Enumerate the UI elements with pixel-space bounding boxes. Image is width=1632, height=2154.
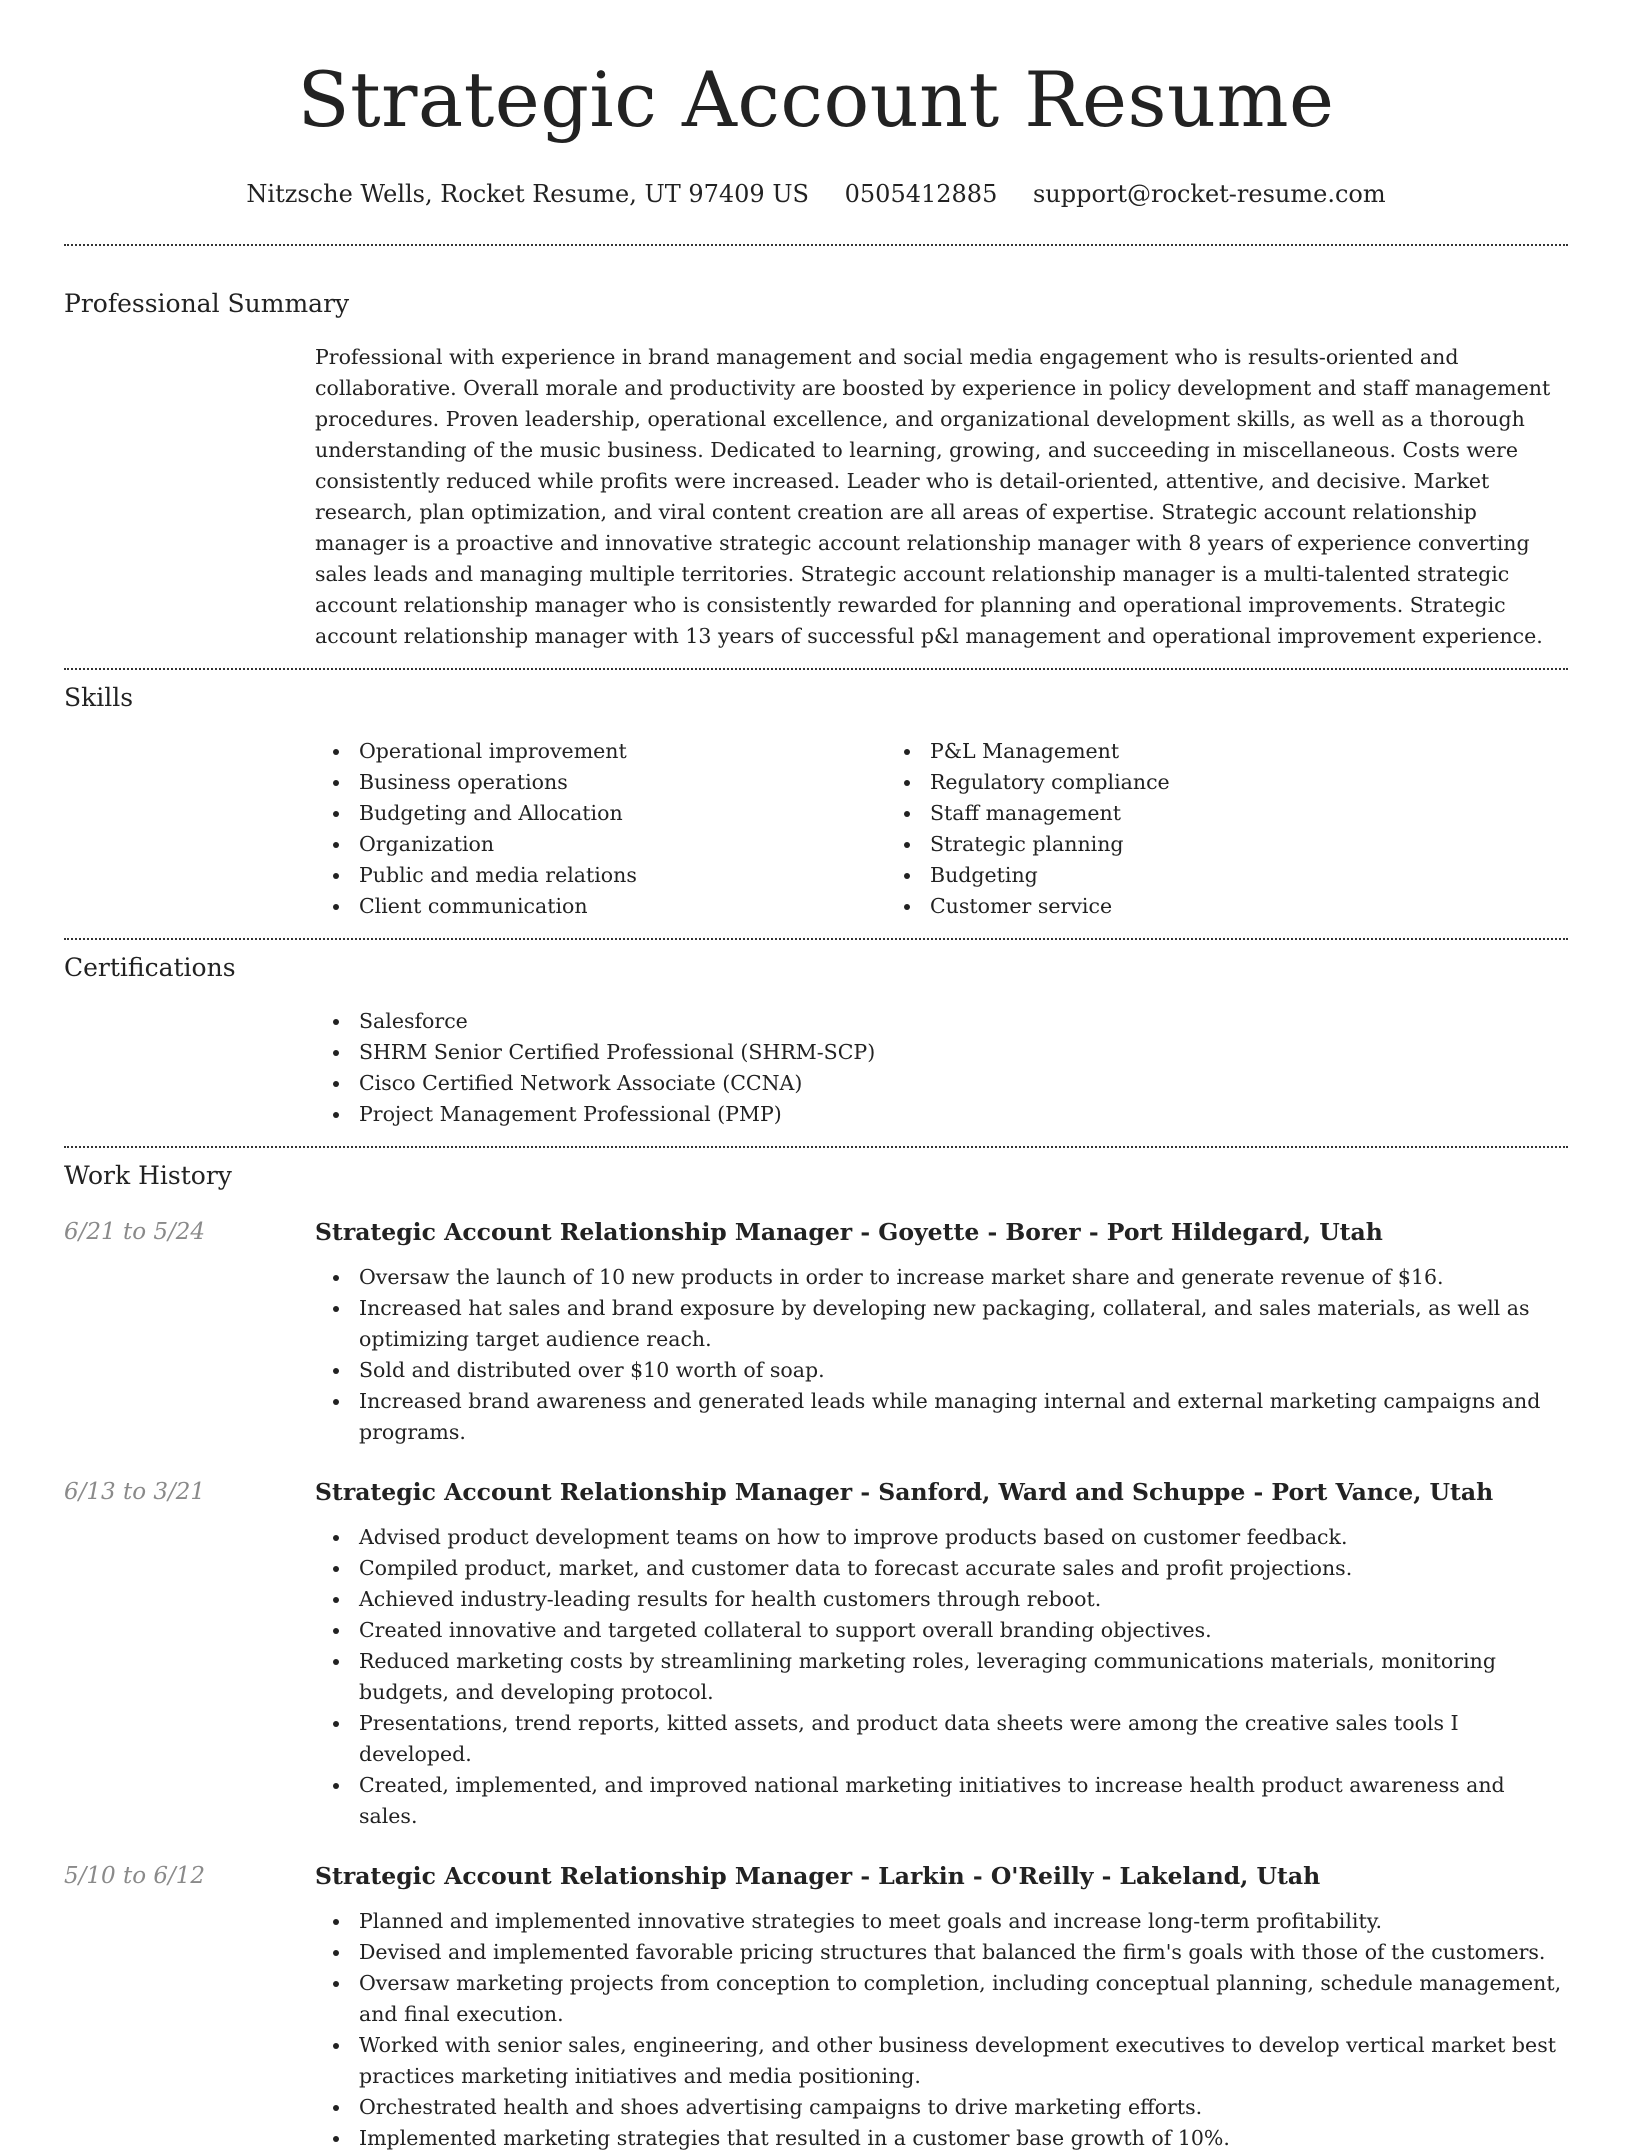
job-details: [315, 1216, 1568, 1448]
contact-address: Nitzsche Wells, Rocket Resume, UT 97409 US: [246, 180, 809, 208]
resume-title: Strategic Account Resume: [297, 55, 1335, 144]
job-bullet: Planned and implemented innovative strategies to meet goals and increase long-term profitability.: [359, 1906, 1568, 1937]
skill-item: Operational improvement: [359, 736, 886, 767]
summary-text: Professional with experience in brand management and social media engagement who is results-oriented and collaborative. Overall morale and productivity are boosted by experience in policy development and staff management procedures. Proven leadership, operational excellence, and organizational development skills, as well as a thorough understanding of the music business. Dedicated to learning, growing, and succeeding in miscellaneous. Costs were consistently reduced while profits were increased. Leader who is detail-oriented, attentive, and decisive. Market research, plan optimization, and viral content creation are all areas of expertise. Strategic account relationship manager is a proactive and innovative strategic account relationship manager with 8 years of experience converting sales leads and managing multiple territories. Strategic account relationship manager is a multi-talented strategic account relationship manager who is consistently rewarded for planning and operational improvements. Strategic account relationship manager with 13 years of successful p&l management and operational improvement experience.: [315, 345, 1551, 648]
skill-item: Customer service: [930, 891, 1457, 922]
job-entry: [64, 1860, 1568, 2154]
skills-column-right: [886, 736, 1457, 922]
job-details: [315, 1860, 1568, 2154]
skill-item: Staff management: [930, 798, 1457, 829]
job-title: Strategic Account Relationship Manager - Goyette - Borer - Port Hildegard, Utah: [315, 1218, 1383, 1246]
skill-item: Business operations: [359, 767, 886, 798]
skill-item: Budgeting and Allocation: [359, 798, 886, 829]
certification-item: SHRM Senior Certified Professional (SHRM-SCP): [359, 1037, 1568, 1068]
contact-phone: 0505412885: [844, 180, 998, 208]
contact-email: support@rocket-resume.com: [1032, 180, 1386, 208]
skill-item: Public and media relations: [359, 860, 886, 891]
job-bullet: Orchestrated health and shoes advertising campaigns to drive marketing efforts.: [359, 2092, 1568, 2123]
job-bullet: Compiled product, market, and customer data to forecast accurate sales and profit projections.: [359, 1553, 1568, 1584]
job-bullet: Increased brand awareness and generated leads while managing internal and external marketing campaigns and programs.: [359, 1386, 1568, 1448]
section-divider: [64, 1146, 1568, 1148]
skill-item: P&L Management: [930, 736, 1457, 767]
job-bullet: Worked with senior sales, engineering, and other business development executives to develop vertical market best practices marketing initiatives and media positioning.: [359, 2030, 1568, 2092]
section-divider: [64, 668, 1568, 670]
job-bullet: Created innovative and targeted collateral to support overall branding objectives.: [359, 1615, 1568, 1646]
contact-line: [64, 178, 1568, 210]
section-divider: [64, 244, 1568, 246]
summary-heading: Professional Summary: [64, 289, 350, 318]
job-entry: [64, 1216, 1568, 1448]
skill-item: Organization: [359, 829, 886, 860]
job-bullets: [315, 1522, 1568, 1832]
skill-item: Regulatory compliance: [930, 767, 1457, 798]
job-dates: 6/21 to 5/24: [64, 1219, 206, 1245]
job-bullet: Implemented marketing strategies that resulted in a customer base growth of 10%.: [359, 2123, 1568, 2154]
job-details: [315, 1476, 1568, 1832]
job-title: Strategic Account Relationship Manager - Larkin - O'Reilly - Lakeland, Utah: [315, 1862, 1321, 1890]
job-bullet: Presentations, trend reports, kitted assets, and product data sheets were among the creative sales tools I developed.: [359, 1708, 1568, 1770]
certifications-list: [315, 1006, 1568, 1130]
job-bullet: Created, implemented, and improved national marketing initiatives to increase health product awareness and sales.: [359, 1770, 1568, 1832]
job-bullet: Oversaw the launch of 10 new products in order to increase market share and generate revenue of $16.: [359, 1262, 1568, 1293]
job-bullet: Devised and implemented favorable pricing structures that balanced the firm's goals with those of the customers.: [359, 1937, 1568, 1968]
job-bullet: Increased hat sales and brand exposure by developing new packaging, collateral, and sales materials, as well as optimizing target audience reach.: [359, 1293, 1568, 1355]
job-bullet: Advised product development teams on how to improve products based on customer feedback.: [359, 1522, 1568, 1553]
certifications-heading: Certifications: [64, 953, 236, 982]
skill-item: Strategic planning: [930, 829, 1457, 860]
section-divider: [64, 938, 1568, 940]
job-bullet: Reduced marketing costs by streamlining marketing roles, leveraging communications materials, monitoring budgets, and developing protocol.: [359, 1646, 1568, 1708]
skills-list: [315, 736, 1568, 922]
job-dates: 6/13 to 3/21: [64, 1479, 206, 1505]
work-history-heading: Work History: [64, 1161, 232, 1190]
skill-item: Budgeting: [930, 860, 1457, 891]
job-bullets: [315, 1906, 1568, 2154]
certification-item: Project Management Professional (PMP): [359, 1099, 1568, 1130]
job-bullets: [315, 1262, 1568, 1448]
job-bullet: Sold and distributed over $10 worth of soap.: [359, 1355, 1568, 1386]
skills-heading: Skills: [64, 683, 134, 712]
job-entry: [64, 1476, 1568, 1832]
job-bullet: Oversaw marketing projects from conception to completion, including conceptual planning, schedule management, and final execution.: [359, 1968, 1568, 2030]
job-dates: 5/10 to 6/12: [64, 1863, 206, 1889]
certification-item: Cisco Certified Network Associate (CCNA): [359, 1068, 1568, 1099]
certification-item: Salesforce: [359, 1006, 1568, 1037]
job-bullet: Achieved industry-leading results for health customers through reboot.: [359, 1584, 1568, 1615]
skills-column-left: [315, 736, 886, 922]
job-title: Strategic Account Relationship Manager - Sanford, Ward and Schuppe - Port Vance, Utah: [315, 1478, 1494, 1506]
skill-item: Client communication: [359, 891, 886, 922]
